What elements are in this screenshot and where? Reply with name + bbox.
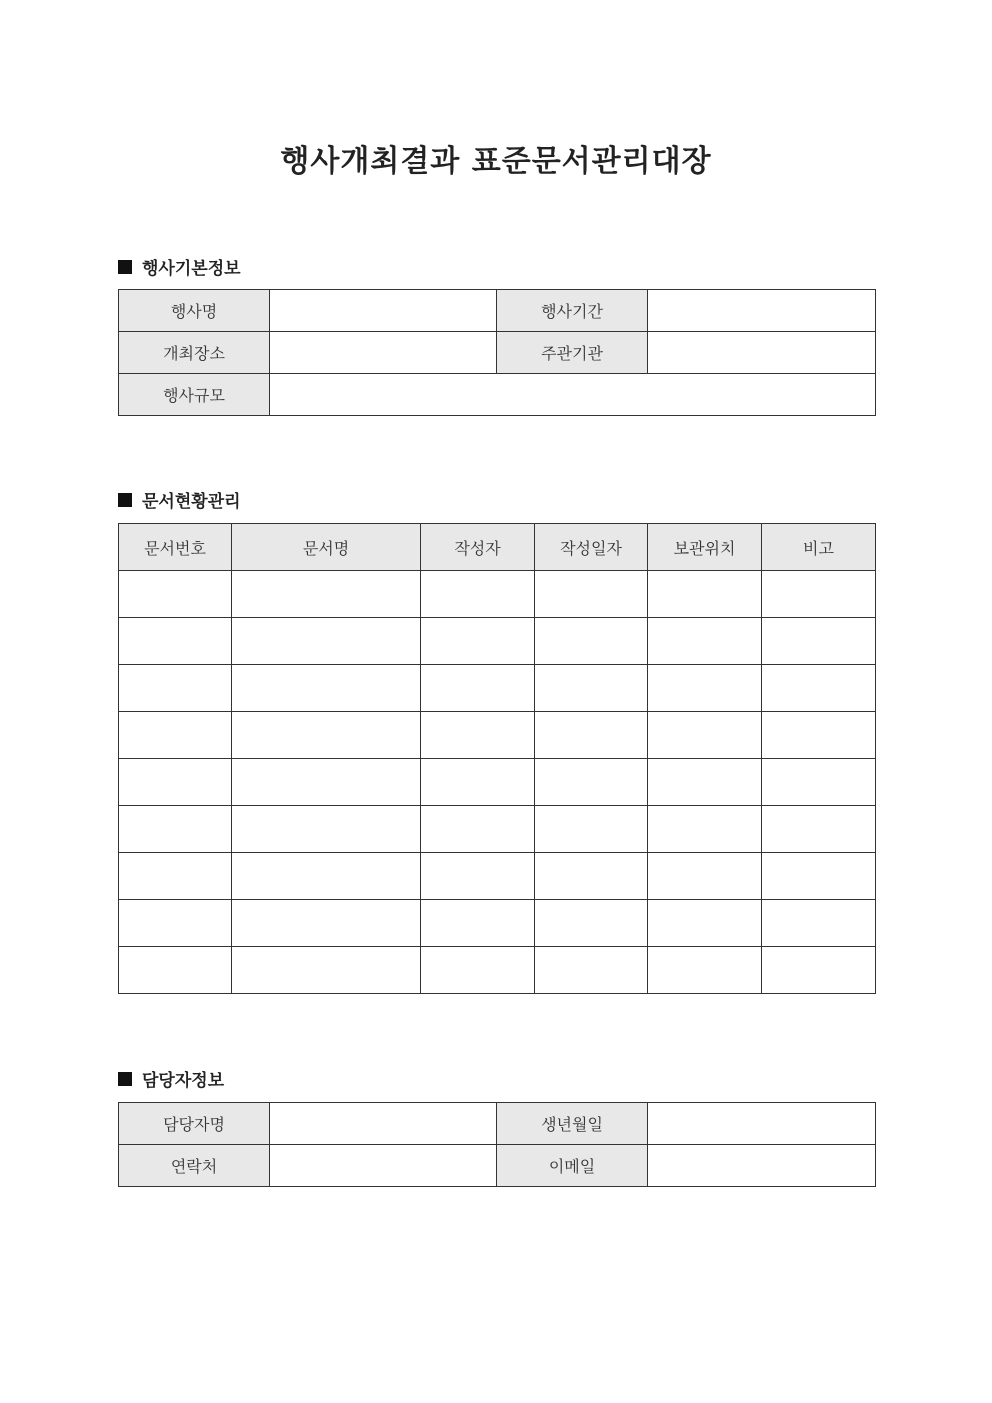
section-heading-documents-label: 문서현황관리 [142, 492, 241, 512]
phone-field[interactable] [270, 1145, 497, 1187]
table-cell[interactable] [119, 947, 232, 994]
table-row [119, 290, 876, 332]
table-cell[interactable] [119, 571, 232, 618]
section-heading-basic-label: 행사기본정보 [142, 259, 241, 279]
column-header: 비고 [762, 524, 876, 571]
event-period-field[interactable] [648, 290, 876, 332]
section-heading-documents [118, 487, 241, 512]
column-header: 문서번호 [119, 524, 232, 571]
table-cell[interactable] [232, 900, 421, 947]
table-cell[interactable] [119, 806, 232, 853]
table-cell[interactable] [421, 947, 535, 994]
table-cell[interactable] [232, 853, 421, 900]
contact-info-table [118, 1102, 876, 1187]
table-cell[interactable] [762, 665, 876, 712]
event-name-field[interactable] [270, 290, 497, 332]
table-cell[interactable] [535, 665, 648, 712]
table-cell[interactable] [119, 759, 232, 806]
table-cell[interactable] [421, 806, 535, 853]
table-cell[interactable] [535, 806, 648, 853]
event-scale-field[interactable] [270, 374, 876, 416]
table-cell[interactable] [535, 571, 648, 618]
table-cell[interactable] [421, 665, 535, 712]
table-cell[interactable] [762, 759, 876, 806]
table-cell[interactable] [421, 853, 535, 900]
table-cell[interactable] [535, 853, 648, 900]
table-cell[interactable] [762, 712, 876, 759]
table-cell[interactable] [232, 571, 421, 618]
section-heading-contact [118, 1066, 224, 1091]
table-cell[interactable] [535, 712, 648, 759]
table-cell[interactable] [421, 712, 535, 759]
table-row [119, 947, 876, 994]
basic-info-table [118, 289, 876, 416]
table-row [119, 1103, 876, 1145]
table-cell[interactable] [232, 665, 421, 712]
manager-name-field[interactable] [270, 1103, 497, 1145]
table-row [119, 665, 876, 712]
event-period-label: 행사기간 [497, 290, 648, 332]
table-cell[interactable] [232, 759, 421, 806]
table-cell[interactable] [535, 759, 648, 806]
column-header: 작성일자 [535, 524, 648, 571]
table-cell[interactable] [119, 665, 232, 712]
event-name-label: 행사명 [119, 290, 270, 332]
table-cell[interactable] [648, 900, 762, 947]
table-cell[interactable] [535, 947, 648, 994]
table-row [119, 618, 876, 665]
table-row [119, 712, 876, 759]
table-cell[interactable] [762, 806, 876, 853]
table-cell[interactable] [762, 571, 876, 618]
event-scale-label: 행사규모 [119, 374, 270, 416]
table-row [119, 1145, 876, 1187]
venue-field[interactable] [270, 332, 497, 374]
table-cell[interactable] [648, 618, 762, 665]
table-cell[interactable] [232, 947, 421, 994]
table-cell[interactable] [648, 806, 762, 853]
table-cell[interactable] [119, 618, 232, 665]
table-cell[interactable] [421, 759, 535, 806]
table-cell[interactable] [648, 571, 762, 618]
table-cell[interactable] [119, 853, 232, 900]
table-cell[interactable] [762, 900, 876, 947]
column-header: 보관위치 [648, 524, 762, 571]
email-label: 이메일 [497, 1145, 648, 1187]
table-cell[interactable] [232, 806, 421, 853]
host-org-field[interactable] [648, 332, 876, 374]
venue-label: 개최장소 [119, 332, 270, 374]
table-cell[interactable] [232, 618, 421, 665]
table-row [119, 374, 876, 416]
table-cell[interactable] [762, 853, 876, 900]
column-header: 문서명 [232, 524, 421, 571]
table-cell[interactable] [421, 571, 535, 618]
table-row [119, 900, 876, 947]
birth-date-label: 생년월일 [497, 1103, 648, 1145]
table-cell[interactable] [648, 712, 762, 759]
table-cell[interactable] [535, 900, 648, 947]
page-title: 행사개최결과 표준문서관리대장 [280, 144, 712, 179]
table-cell[interactable] [648, 759, 762, 806]
table-cell[interactable] [762, 947, 876, 994]
section-heading-basic [118, 254, 241, 279]
square-bullet-icon [118, 260, 132, 274]
table-cell[interactable] [535, 618, 648, 665]
table-cell[interactable] [648, 947, 762, 994]
document-status-table [118, 523, 876, 994]
table-cell[interactable] [648, 665, 762, 712]
table-row [119, 759, 876, 806]
square-bullet-icon [118, 493, 132, 507]
table-cell[interactable] [648, 853, 762, 900]
phone-label: 연락처 [119, 1145, 270, 1187]
table-cell[interactable] [119, 900, 232, 947]
table-cell[interactable] [421, 900, 535, 947]
table-cell[interactable] [232, 712, 421, 759]
table-row [119, 332, 876, 374]
host-org-label: 주관기관 [497, 332, 648, 374]
column-header: 작성자 [421, 524, 535, 571]
table-cell[interactable] [421, 618, 535, 665]
section-heading-contact-label: 담당자정보 [142, 1071, 225, 1091]
table-row [119, 571, 876, 618]
table-cell[interactable] [762, 618, 876, 665]
table-cell[interactable] [119, 712, 232, 759]
email-field[interactable] [648, 1145, 876, 1187]
table-row [119, 853, 876, 900]
table-header-row [119, 524, 876, 571]
manager-name-label: 담당자명 [119, 1103, 270, 1145]
birth-date-field[interactable] [648, 1103, 876, 1145]
square-bullet-icon [118, 1072, 132, 1086]
table-row [119, 806, 876, 853]
